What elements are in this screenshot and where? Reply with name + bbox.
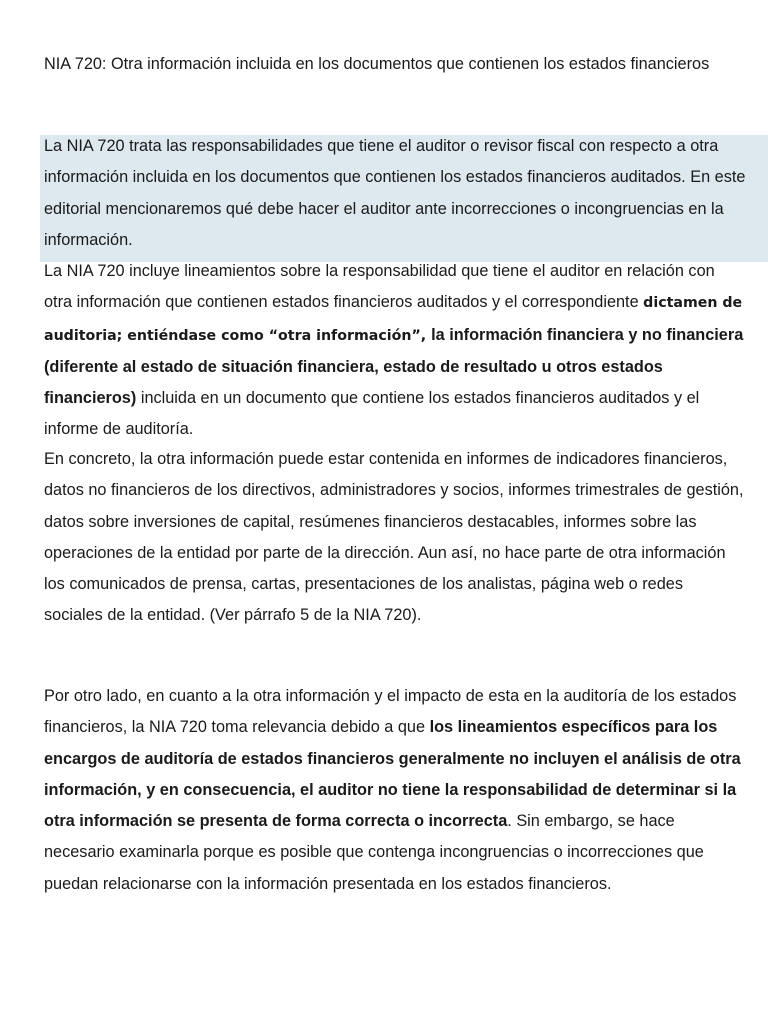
paragraph-en-concreto: En concreto, la otra información puede estar contenida en informes de indicadores financieros, datos no financieros de los directivos, administradores y socios, informes trimestrales de gestión, datos sobre inversiones de capital, resúmenes financieros destacables, informes sobre las operaciones de la entidad por parte de la dirección. Aun así, no hace parte de otra información los comunicados de prensa, cartas, presentaciones de los analistas, página web o redes sociales de la entidad. (Ver párrafo 5 de la NIA 720). xyxy=(44,450,744,625)
paragraph-text: La NIA 720 incluye lineamientos sobre la responsabilidad que tiene el auditor en relación con otra información que contienen estados financieros auditados y el correspondiente xyxy=(44,262,715,312)
paragraph-por-otro-lado xyxy=(44,681,744,900)
bold-definition: la información financiera y no financiera (diferente al estado de situación financiera, estado de resultado u otros estados financieros) xyxy=(44,325,744,408)
paragraph-text: Por otro lado, en cuanto a la otra información y el impacto de esta en la auditoría de los estados financieros, la NIA 720 toma relevancia debido a que xyxy=(44,687,737,737)
paragraph-text: incluida en un documento que contiene los estados financieros auditados y el informe de auditoría. xyxy=(44,389,700,439)
quoted-definition: dictamen de auditoria; entiéndase como “otra información”, xyxy=(44,295,743,344)
bold-statement: los lineamientos específicos para los encargos de auditoría de estados financieros generalmente no incluyen el análisis de otra información, y en consecuencia, el auditor no tiene la responsabilidad de determinar si la otra información se presenta de forma correcta o incorrecta xyxy=(44,718,741,831)
intro-paragraph: La NIA 720 trata las responsabilidades que tiene el auditor o revisor fiscal con respecto a otra información incluida en los documentos que contienen los estados financieros auditados. En este editorial mencionaremos qué debe hacer el auditor ante incorrecciones o incongruencias en la información. xyxy=(44,137,746,249)
document-title: NIA 720: Otra información incluida en los documentos que contienen los estados financieros xyxy=(44,55,710,73)
paragraph-lineamientos xyxy=(44,256,744,446)
paragraph-text: . Sin embargo, se hace necesario examinarla porque es posible que contenga incongruencias o incorrecciones que puedan relacionarse con la información presentada en los estados financieros. xyxy=(44,812,704,893)
